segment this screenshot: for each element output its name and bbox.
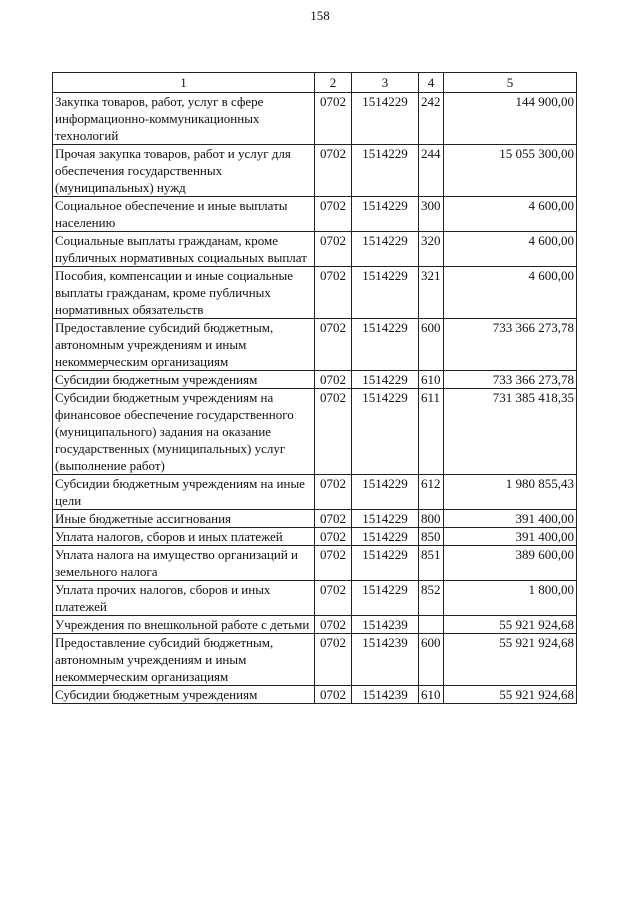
column-header-name: 1 [53,73,315,93]
row-code: 1514229 [352,546,419,581]
row-section: 0702 [315,546,352,581]
row-section: 0702 [315,686,352,704]
row-code: 1514239 [352,616,419,634]
row-name: Иные бюджетные ассигнования [53,510,315,528]
row-code: 1514239 [352,686,419,704]
row-amount: 15 055 300,00 [444,145,577,197]
row-name: Предоставление субсидий бюджетным, автономным учреждениям и иным некоммерческим организациям [53,634,315,686]
column-header-amount: 5 [444,73,577,93]
row-name: Учреждения по внешкольной работе с детьми [53,616,315,634]
table-row [53,389,577,475]
row-section: 0702 [315,232,352,267]
row-type: 320 [419,232,444,267]
table-row [53,634,577,686]
row-code: 1514229 [352,510,419,528]
row-amount: 1 980 855,43 [444,475,577,510]
row-name: Уплата прочих налогов, сборов и иных платежей [53,581,315,616]
row-section: 0702 [315,616,352,634]
row-section: 0702 [315,267,352,319]
row-code: 1514229 [352,528,419,546]
row-amount: 391 400,00 [444,510,577,528]
page-number: 158 [310,8,330,23]
row-type: 850 [419,528,444,546]
table-row [53,475,577,510]
table-row [53,371,577,389]
row-name: Субсидии бюджетным учреждениям [53,686,315,704]
row-name: Субсидии бюджетным учреждениям [53,371,315,389]
row-type: 612 [419,475,444,510]
row-type: 321 [419,267,444,319]
table-row [53,510,577,528]
row-type: 600 [419,319,444,371]
row-amount: 4 600,00 [444,267,577,319]
row-code: 1514229 [352,389,419,475]
row-section: 0702 [315,581,352,616]
row-amount: 4 600,00 [444,197,577,232]
table-header-row [53,73,577,93]
row-code: 1514229 [352,581,419,616]
row-amount: 1 800,00 [444,581,577,616]
row-type [419,616,444,634]
row-section: 0702 [315,510,352,528]
table-row [53,686,577,704]
row-type: 244 [419,145,444,197]
row-name: Пособия, компенсации и иные социальные выплаты гражданам, кроме публичных нормативных обязательств [53,267,315,319]
row-section: 0702 [315,197,352,232]
row-code: 1514239 [352,634,419,686]
row-amount: 733 366 273,78 [444,319,577,371]
row-name: Социальные выплаты гражданам, кроме публичных нормативных социальных выплат [53,232,315,267]
table-row [53,232,577,267]
row-code: 1514229 [352,232,419,267]
column-header-section: 2 [315,73,352,93]
row-section: 0702 [315,319,352,371]
row-type: 611 [419,389,444,475]
row-code: 1514229 [352,371,419,389]
row-code: 1514229 [352,197,419,232]
row-name: Уплата налога на имущество организаций и земельного налога [53,546,315,581]
table-row [53,581,577,616]
row-name: Субсидии бюджетным учреждениям на финансовое обеспечение государственного (муниципального) задания на оказание государственных (муниципальных) услуг (выполнение работ) [53,389,315,475]
row-code: 1514229 [352,475,419,510]
budget-table [52,72,577,704]
row-amount: 733 366 273,78 [444,371,577,389]
row-section: 0702 [315,389,352,475]
row-type: 852 [419,581,444,616]
row-amount: 55 921 924,68 [444,686,577,704]
row-amount: 55 921 924,68 [444,616,577,634]
table-row [53,546,577,581]
table-row [53,197,577,232]
row-amount: 55 921 924,68 [444,634,577,686]
column-header-type: 4 [419,73,444,93]
row-amount: 389 600,00 [444,546,577,581]
row-type: 300 [419,197,444,232]
table-row [53,528,577,546]
row-code: 1514229 [352,145,419,197]
row-section: 0702 [315,634,352,686]
row-section: 0702 [315,371,352,389]
row-code: 1514229 [352,319,419,371]
row-name: Уплата налогов, сборов и иных платежей [53,528,315,546]
row-type: 600 [419,634,444,686]
table-row [53,616,577,634]
row-code: 1514229 [352,93,419,145]
row-section: 0702 [315,528,352,546]
row-amount: 731 385 418,35 [444,389,577,475]
column-header-code: 3 [352,73,419,93]
row-type: 242 [419,93,444,145]
row-section: 0702 [315,93,352,145]
table-row [53,93,577,145]
row-name: Субсидии бюджетным учреждениям на иные цели [53,475,315,510]
row-name: Предоставление субсидий бюджетным, автономным учреждениям и иным некоммерческим организациям [53,319,315,371]
table-row [53,267,577,319]
row-type: 800 [419,510,444,528]
row-type: 851 [419,546,444,581]
row-type: 610 [419,686,444,704]
table-row [53,145,577,197]
row-name: Прочая закупка товаров, работ и услуг для обеспечения государственных (муниципальных) нужд [53,145,315,197]
table-row [53,319,577,371]
row-amount: 4 600,00 [444,232,577,267]
row-amount: 391 400,00 [444,528,577,546]
row-section: 0702 [315,145,352,197]
row-amount: 144 900,00 [444,93,577,145]
row-code: 1514229 [352,267,419,319]
row-type: 610 [419,371,444,389]
row-name: Социальное обеспечение и иные выплаты населению [53,197,315,232]
row-section: 0702 [315,475,352,510]
row-name: Закупка товаров, работ, услуг в сфере информационно-коммуникационных технологий [53,93,315,145]
